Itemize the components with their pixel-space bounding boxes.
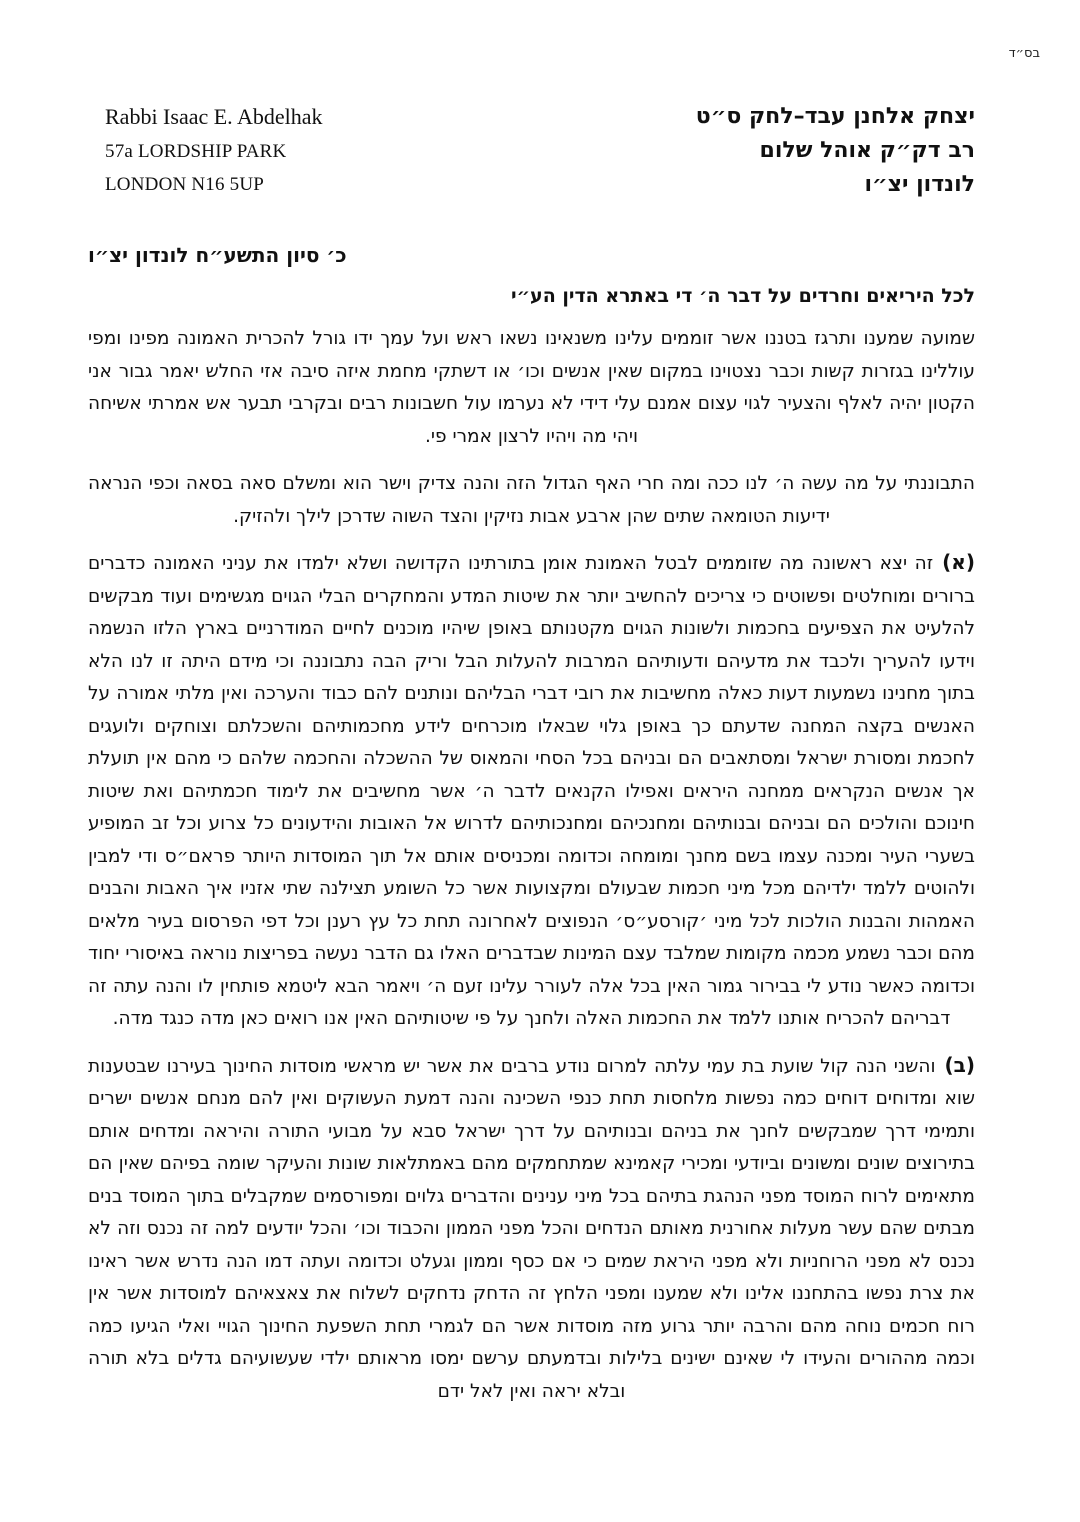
- paragraph-bet-label: (ב): [944, 1052, 975, 1077]
- paragraph-opening: [88, 321, 975, 453]
- letterhead: [0, 0, 1080, 207]
- letterhead-english: [105, 104, 323, 207]
- paragraph-text: התבוננתי על מה עשה ה׳ לנו ככה ומה חרי האף הגדול הזה והנה צדיק וישר הוא ומשלם סאה בסאה וכפי הנראה ידיעות הטומאה שתים שהן ארבע אבות נזיקין והצד השוה שדרכן לילך ולהזיק.: [88, 473, 975, 527]
- rabbi-name-english: Rabbi Isaac E. Abdelhak: [105, 104, 323, 129]
- paragraph-text: זה יצא ראשונה מה שזוממים לבטל האמונת אומן בתורתינו הקדושה ושלא ילמדו את עניני האמונה כדברים ברורים ומוחלטים ופשוטים כי צריכים להחשיב יותר את שיטות המדע והמחקרים הבלי הגוים מגשימים ועוד מבקשים להלעיט את הצפיעים בחכמות ולשונות הגוים מקטנותם באופן שיהיו מוכנים לחיים המודרניים בארץ הלזו הנשמה וידעו להעריך ולכבד את מדעיהם ודעותיהם המרבות להעלות הבל וריק הבה נתבוננה וכי מידם היתה זו לנו הלא בתוך מחנינו נשמעות דעות כאלה מחשיבות את רובי דברי הבליהם ונותנים להם כבוד והערכה ואין מלתי אמורה על האנשים בקצה המחנה שדעתם כך באופן גלוי שבאלו מוכרחים לידע מחכמותיהם והשכלתם וצוחקים ולועגים לחכמת ומסורת ישראל ומסתאבים הם ובניהם בכל הסחי והמאוס של ההשכלה והחכמה שלהם כי מהם אין תועלת אך אנשים הנקראים ממחנה היראים ואפילו הקנאים לדבר ה׳ אשר מחשיבים את לימוד חכמתיהם ואת שיטות חינוכם והולכים הם ובניהם ובנותיהם ומחנכיהם ומחנכותיהם לדרוש אל האובות והידעונים כל צרוע וכל זב המופיע בשערי העיר ומכנה עצמו בשם מחנך ומומחה וכדומה ומכניסים אותם אל תוך המוסדות היותר פראם״ס ודי למבין ולהוטים ללמד ילדיהם מכל מיני חכמות שבעולם ומקצועות אשר כל השומע תצילנה שתי אזניו איך האבות והבנים האמהות והבנות הולכות לכל מיני ׳קורסע״ס׳ הנפוצים לאחרונה תחת כל עץ רענן וכל דפי הפרסום בעיר מלאים מהם וכבר נשמע מכמה מקומות שמלבד עצם המינות שבדברים האלו גם הדבר נעשה בפריצות נוראה באיסורי יחוד וכדומה כאשר נודע לי בבירור גמור האין בכל אלה לעורר עלינו זעם ה׳ ויאמר הבא ליטמא פותחין לו והנה עתה זה דבריהם להכריח אותנו ללמד את החכמות האלה ולחנך על פי שיטותיהם האין אנו רואים כאן מדה כנגד מדה.: [88, 553, 975, 1029]
- paragraph-reflection: [88, 466, 975, 533]
- paragraph-aleph: [88, 546, 975, 1036]
- address-city: LONDON N16 5UP: [105, 174, 265, 195]
- paragraph-text: שמועה שמענו ותרגז בטננו אשר זוממים עלינו משנאינו נשאו ראש ועל עמך ידו גורל להכרית האמונה מפינו ומפי עוללינו בגזרות קשות וכבר נצטוינו במקום שאין אנשים וכו׳ או דשתקי מחמת איזה סיבה אזי החלש יאמר גבור אני הקטון יהיה לאלף והצעיר לגוי עצום אמנם עלי דידי לא נערמו עול חשבונות רבים ובקרבי תבער אש אמרתי אשיחה ויהי מה ויהיו לרצון אמרי פי.: [88, 328, 975, 447]
- paragraph-text: והשני הנה קול שועת בת עמי עלתה למרום נודע ברבים את אשר יש מראשי מוסדות החינוך בעירנו שבטענות שוא ומדוחים דוחים כמה נפשות מלחסות תחת כנפי השכינה והנה דמעת העשוקים ואין להם מנחם אנשים ישרים ותמימי דרך שמבקשים לחנך את בניהם ובנותיהם על דרך ישראל סבא על מבועי התורה והיראה ומדחים אותם בתירוצים שונים ומשונים וביודעי ומכירי קאמינא שמתחמקים מהם באמתלאות שונות והעיקר שומה בפיהם שאין הם מתאימים לרוח המוסד מפני הנהגת בתיהם בכל מיני ענינים והדברים גלוים ומפורסמים שמקבלים בתוך המוסד בנים מבתים שהם עשר מעלות אחורנית מאותם הנדחים והכל מפני הממון והכבוד וכו׳ והכל יודעים למה זה נכנס וזה לא נכנס לא מפני הרוחניות ולא מפני היראת שמים כי אם כסף וממון וגעלט וכדומה ועתה דמו הנה נדרש אשר ראינו את צרת נפשו בהתחננו אלינו ולא שמענו ומפני הלחץ זה הדחק נדחקים לשלוח את צאצאיהם למוסדות אשר אין רוח חכמים נוחה מהם והרבה יותר גרוע מזה מוסדות אשר הם לגמרי תחת השפעת החינוך הגויי ואלי הגיעו כמה וכמה מההורים והעידו לי שאינם ישינים בלילות ובדמעתם ערשם ימסו מראותם ילדי שעשועיהם גדלים בלא תורה ובלא יראה ואין לאל ידם: [88, 1055, 975, 1402]
- salutation: לכל היריאים וחרדים על דבר ה׳ די באתרא הדין הע״י: [510, 285, 975, 307]
- paragraph-bet: [88, 1049, 975, 1409]
- bsd-heading: בס״ד: [1008, 46, 1040, 61]
- paragraph-aleph-label: (א): [942, 550, 975, 574]
- city-hebrew: לונדון יצ״ו: [864, 172, 975, 197]
- rabbi-title-hebrew: רב דק״ק אוהל שלום: [759, 138, 975, 163]
- letter-body: [88, 321, 975, 1408]
- date-line: כ׳ סיון התשע״ח לונדון יצ״ו: [88, 243, 347, 267]
- address-street: 57a LORDSHIP PARK: [105, 141, 287, 162]
- rabbi-name-hebrew: יצחק אלחנן עבד–לחק ס״ט: [695, 104, 975, 129]
- letterhead-hebrew: [696, 104, 975, 206]
